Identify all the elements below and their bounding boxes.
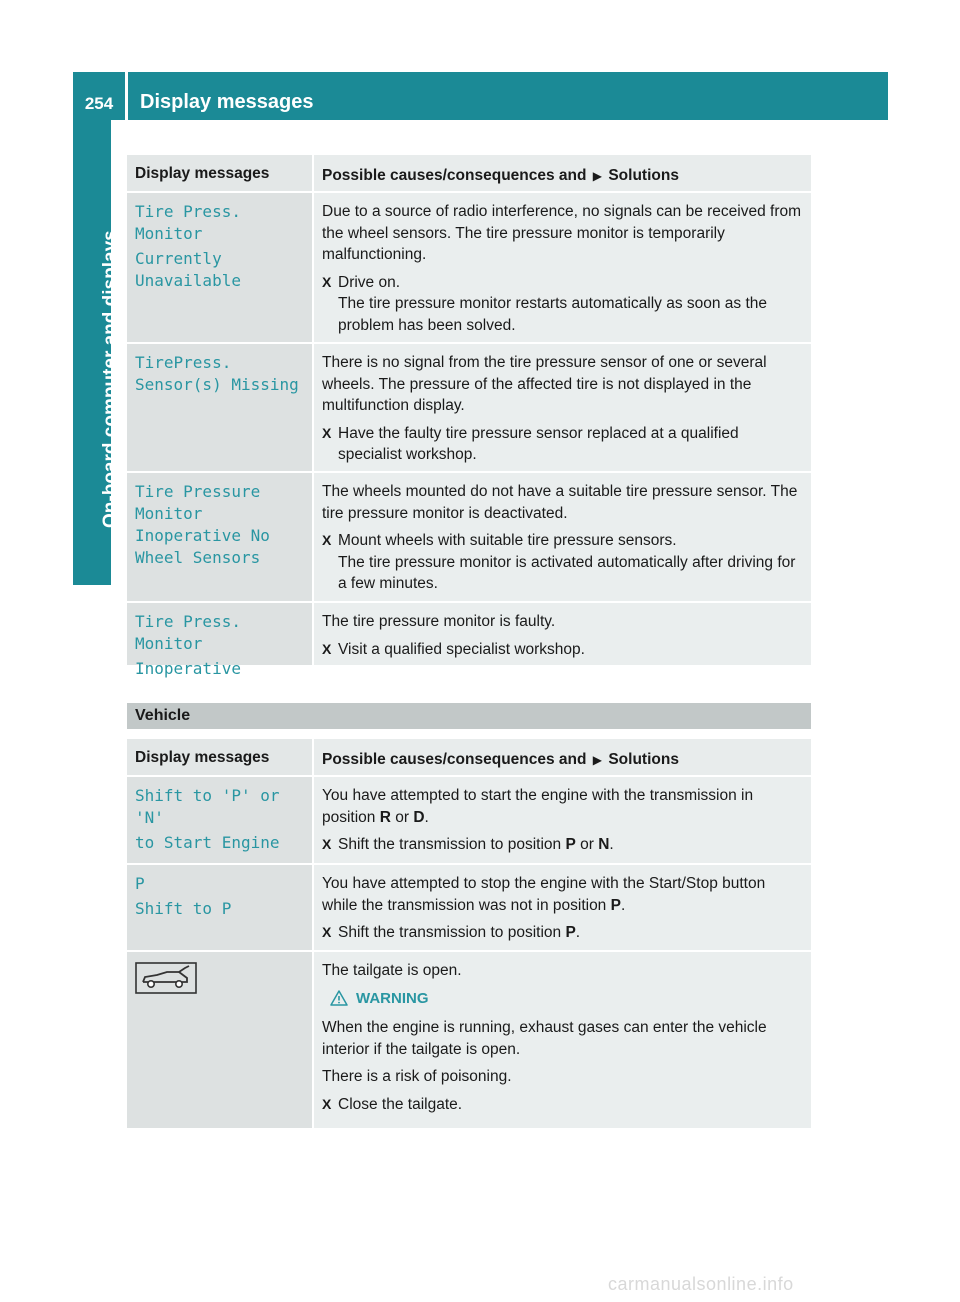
- footer-watermark: carmanualsonline.info: [608, 1274, 794, 1294]
- solution-step: [322, 272, 803, 337]
- table-row: [127, 601, 811, 678]
- arrow-right-icon: X: [322, 273, 332, 290]
- step-text: [338, 834, 803, 856]
- cause-text-part: You have attempted to start the engine with the transmission in position: [322, 787, 754, 826]
- display-message-cell: [127, 603, 314, 678]
- step-text-part: .: [575, 924, 581, 941]
- message-line: Unavailable: [135, 271, 241, 290]
- step-note: The tire pressure monitor is activated automatically after driving for a few minutes.: [338, 553, 796, 592]
- display-message-cell: [127, 777, 314, 863]
- section-title-vehicle: Vehicle: [127, 703, 811, 729]
- step-text-part: .: [609, 836, 614, 853]
- message-line: Inoperative: [135, 659, 241, 678]
- column-header-solutions-label: Solutions: [608, 167, 679, 184]
- step-text: Drive on.: [338, 273, 401, 291]
- display-message-cell: [127, 865, 314, 950]
- page-number: 254: [84, 94, 114, 113]
- solution-step: [322, 530, 803, 595]
- section-side-title: On-board computer and displays: [100, 230, 121, 528]
- column-header-display-messages: Display messages: [127, 155, 314, 191]
- column-header-causes: [314, 155, 811, 191]
- column-header-causes-label: Possible causes/consequences and: [322, 167, 587, 184]
- display-message-cell: [127, 344, 314, 471]
- warning-heading: [322, 988, 803, 1010]
- table-row: [127, 342, 811, 471]
- page-title: Display messages: [140, 91, 314, 113]
- message-line: Inoperative No: [135, 526, 270, 545]
- cause-text: [322, 873, 803, 916]
- table-row: [127, 950, 811, 1128]
- display-message-cell: [127, 473, 314, 601]
- solution-cell: [314, 777, 811, 863]
- gear-position: P: [565, 924, 576, 941]
- display-messages-table-tire: [127, 155, 811, 678]
- step-text: Visit a qualified specialist workshop.: [338, 640, 585, 658]
- cause-text-part: .: [424, 808, 429, 826]
- table-row: [127, 471, 811, 601]
- message-line: TirePress.: [135, 353, 232, 372]
- gear-position: P: [610, 896, 621, 914]
- column-header-causes: [314, 739, 811, 775]
- display-message-cell: [127, 952, 314, 1128]
- step-text: [338, 922, 803, 944]
- table-header-row: [127, 155, 811, 191]
- header-divider: [125, 72, 128, 120]
- solution-step: [322, 922, 803, 944]
- solution-cell: [314, 603, 811, 665]
- gear-position: D: [413, 808, 425, 826]
- message-line: Shift to 'P' or 'N': [135, 786, 280, 827]
- solution-step: [322, 423, 803, 466]
- message-line: to Start Engine: [135, 833, 280, 852]
- warning-triangle-icon: [330, 990, 348, 1006]
- arrow-right-icon: X: [322, 640, 332, 657]
- tailgate-open-icon: [135, 962, 197, 994]
- arrow-right-icon: ▶: [592, 169, 603, 183]
- arrow-right-icon: ▶: [592, 753, 603, 767]
- message-line: Currently: [135, 249, 222, 268]
- warning-text: There is a risk of poisoning.: [322, 1068, 512, 1085]
- gear-position: N: [598, 836, 610, 853]
- message-line: Tire Pressure: [135, 482, 261, 501]
- message-line: P: [135, 874, 145, 893]
- solution-step: [322, 639, 803, 661]
- message-line: Tire Press. Monitor: [135, 202, 241, 243]
- display-messages-table-vehicle: [127, 739, 811, 1128]
- gear-position: P: [565, 836, 576, 853]
- solution-step: [322, 1094, 803, 1116]
- message-line: Monitor: [135, 504, 203, 523]
- column-header-display-messages: Display messages: [127, 739, 314, 775]
- step-text-part: or: [575, 836, 599, 853]
- step-text: Have the faulty tire pressure sensor replaced at a qualified specialist workshop.: [338, 424, 739, 463]
- message-line: Wheel Sensors: [135, 548, 261, 567]
- cause-text-part: .: [620, 896, 626, 914]
- cause-text: [322, 785, 803, 828]
- arrow-right-icon: X: [322, 836, 332, 852]
- message-line: Shift to P: [135, 899, 232, 918]
- cause-text: The tire pressure monitor is faulty.: [322, 613, 556, 630]
- cause-text-part: You have attempted to stop the engine with the Start/Stop button while the transmission was not in position: [322, 875, 766, 914]
- table-header-row: [127, 739, 811, 775]
- arrow-right-icon: X: [322, 424, 332, 441]
- cause-text: The tailgate is open.: [322, 962, 462, 979]
- cause-text: There is no signal from the tire pressure sensor of one or several wheels. The pressure of the affected tire is not displayed in the multifunction display.: [322, 354, 767, 414]
- column-header-causes-label: Possible causes/consequences and: [322, 751, 587, 768]
- message-line: Tire Press. Monitor: [135, 612, 241, 653]
- step-text-part: Shift the transmission to position: [338, 836, 566, 853]
- table-row: [127, 775, 811, 863]
- table-row: [127, 863, 811, 950]
- cause-text-part: or: [390, 808, 414, 826]
- table-row: [127, 191, 811, 342]
- gear-position: R: [379, 808, 391, 826]
- solution-cell: [314, 193, 811, 342]
- solution-cell: [314, 344, 811, 471]
- cause-text: Due to a source of radio interference, no signals can be received from the wheel sensors. The tire pressure monitor is temporarily malfunctioning.: [322, 203, 802, 263]
- step-text: Mount wheels with suitable tire pressure sensors.: [338, 532, 677, 549]
- arrow-right-icon: X: [322, 1095, 332, 1112]
- step-text: Close the tailgate.: [338, 1095, 463, 1113]
- arrow-right-icon: X: [322, 532, 332, 548]
- warning-text: When the engine is running, exhaust gases can enter the vehicle interior if the tailgate is open.: [322, 1019, 767, 1058]
- solution-step: [322, 834, 803, 856]
- warning-label: WARNING: [356, 989, 429, 1007]
- display-message-cell: [127, 193, 314, 342]
- solution-cell: [314, 865, 811, 950]
- column-header-solutions-label: Solutions: [608, 751, 679, 768]
- message-line: Sensor(s) Missing: [135, 375, 299, 394]
- step-text-part: Shift the transmission to position: [338, 924, 566, 941]
- arrow-right-icon: X: [322, 924, 332, 940]
- step-note: The tire pressure monitor restarts automatically as soon as the problem has been solved.: [338, 295, 768, 334]
- cause-text: The wheels mounted do not have a suitable tire pressure sensor. The tire pressure monitor is deactivated.: [322, 483, 798, 522]
- solution-cell: [314, 952, 811, 1128]
- solution-cell: [314, 473, 811, 601]
